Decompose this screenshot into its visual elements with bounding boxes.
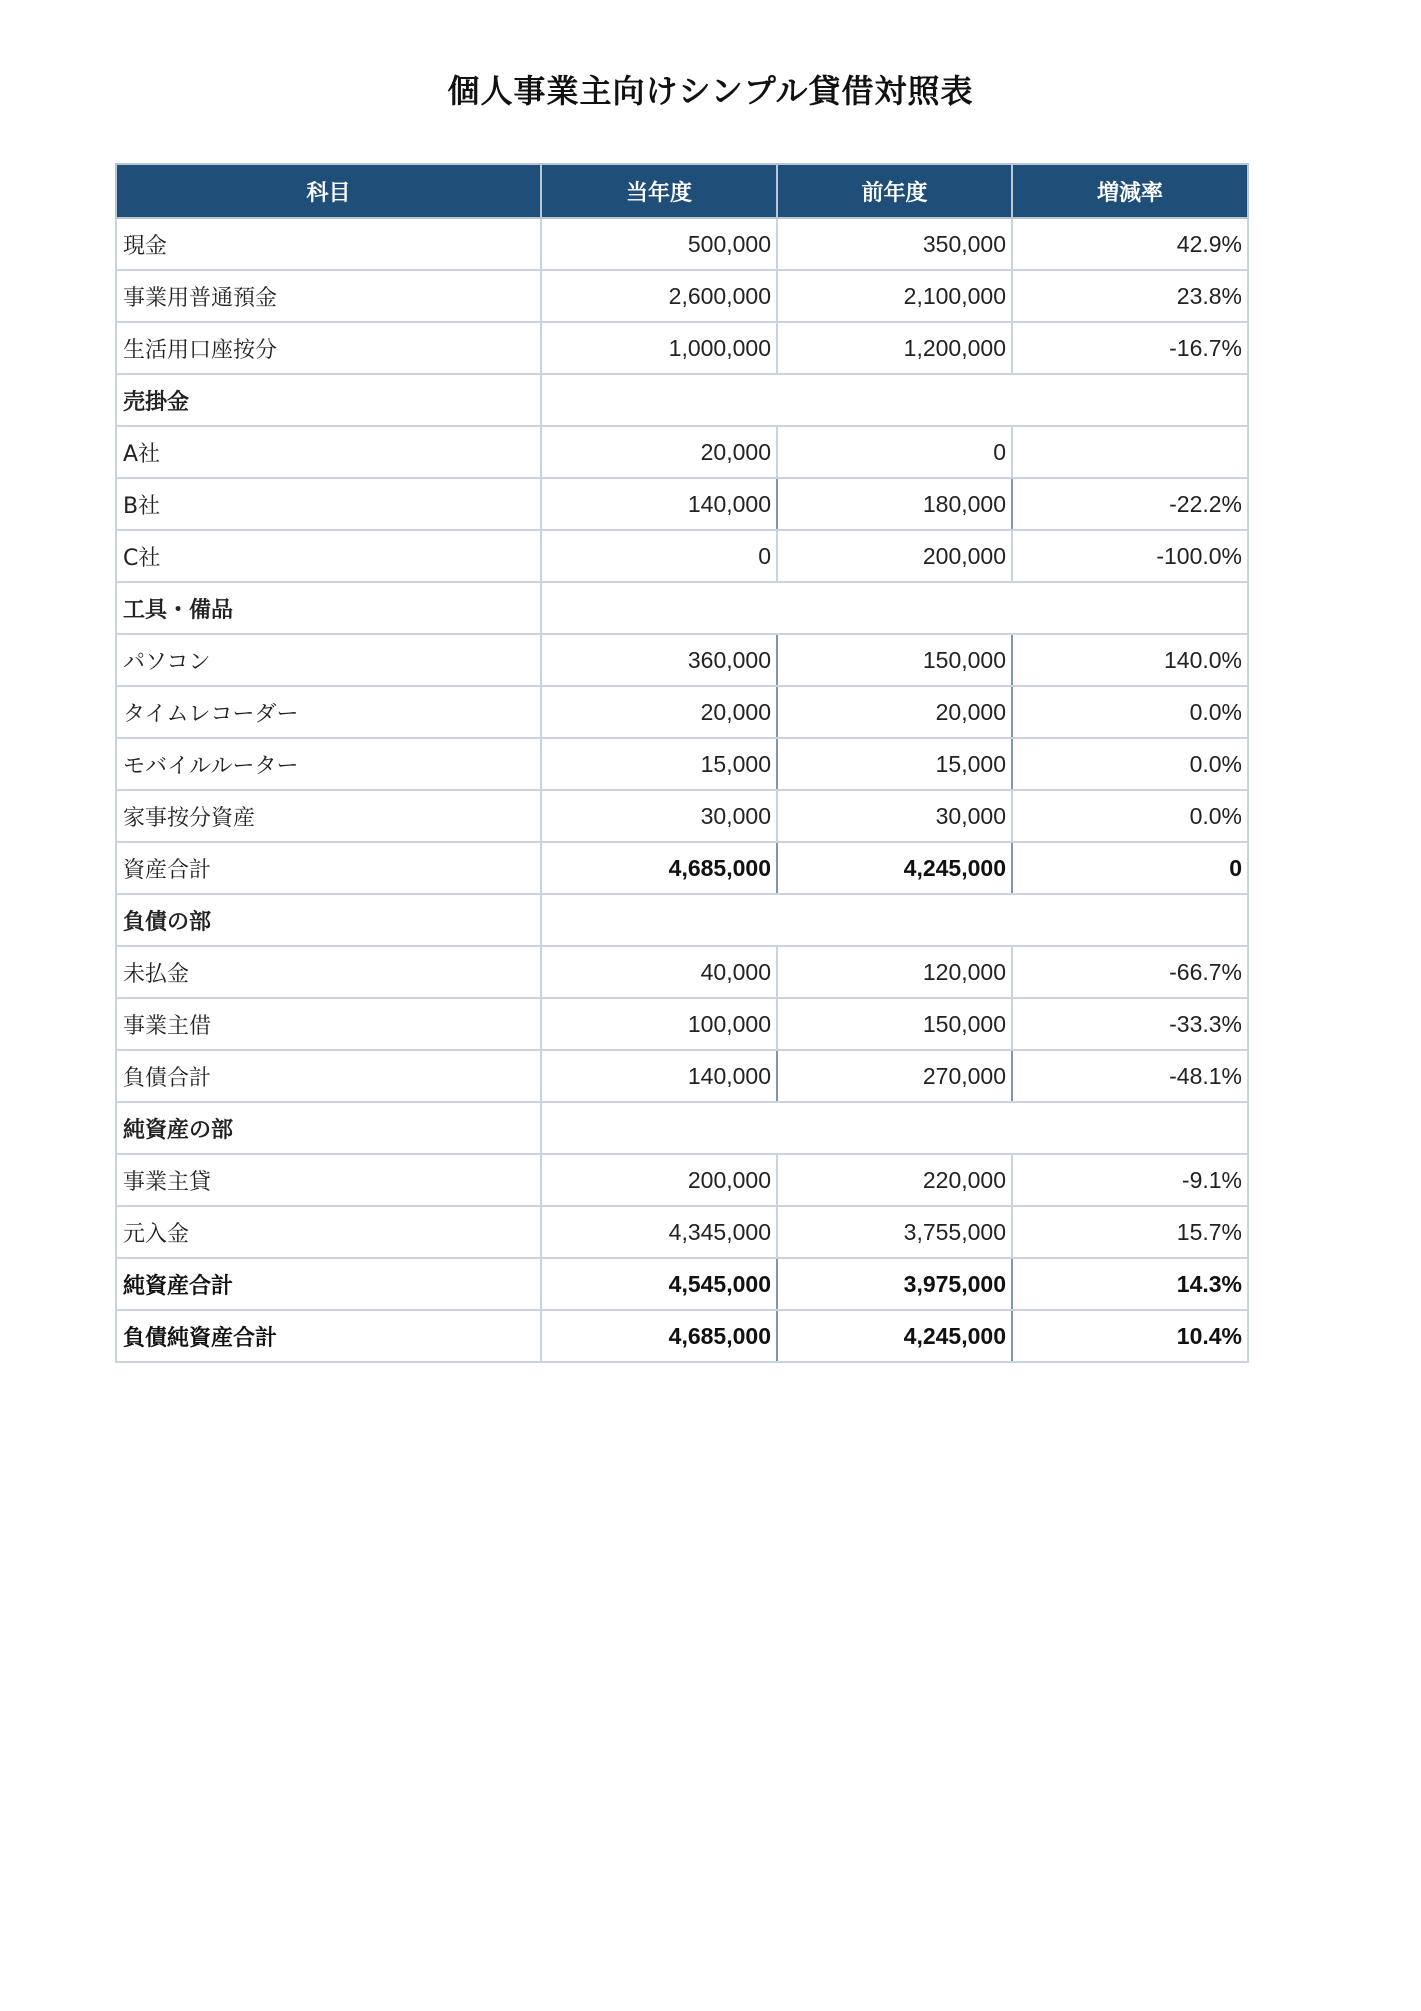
- change-rate-value: -66.7%: [1012, 946, 1248, 998]
- current-year-value: 360,000: [541, 634, 777, 686]
- previous-year-value: 220,000: [777, 1154, 1012, 1206]
- table-row: [116, 738, 1248, 790]
- change-rate-value: 15.7%: [1012, 1206, 1248, 1258]
- header-change-rate: 増減率: [1012, 164, 1248, 218]
- change-rate-value: -48.1%: [1012, 1050, 1248, 1102]
- previous-year-value: 150,000: [777, 998, 1012, 1050]
- current-year-value: 500,000: [541, 218, 777, 270]
- row-label: 事業用普通預金: [116, 270, 541, 322]
- table-row: [116, 946, 1248, 998]
- change-rate-value: -33.3%: [1012, 998, 1248, 1050]
- total-row: [116, 1258, 1248, 1310]
- section-label: 工具・備品: [116, 582, 541, 634]
- table-row: [116, 322, 1248, 374]
- previous-year-value: 1,200,000: [777, 322, 1012, 374]
- row-label: モバイルルーター: [116, 738, 541, 790]
- row-label: 資産合計: [116, 842, 541, 894]
- row-label: 家事按分資産: [116, 790, 541, 842]
- section-empty-cell: [541, 374, 1248, 426]
- row-label: 純資産合計: [116, 1258, 541, 1310]
- current-year-value: 20,000: [541, 426, 777, 478]
- current-year-value: 0: [541, 530, 777, 582]
- current-year-value: 4,685,000: [541, 842, 777, 894]
- header-previous-year: 前年度: [777, 164, 1012, 218]
- previous-year-value: 3,975,000: [777, 1258, 1012, 1310]
- change-rate-value: 42.9%: [1012, 218, 1248, 270]
- previous-year-value: 150,000: [777, 634, 1012, 686]
- change-rate-value: 10.4%: [1012, 1310, 1248, 1362]
- section-empty-cell: [541, 582, 1248, 634]
- table-row: [116, 478, 1248, 530]
- change-rate-value: 0: [1012, 842, 1248, 894]
- table-row: [116, 686, 1248, 738]
- previous-year-value: 20,000: [777, 686, 1012, 738]
- table-row: [116, 218, 1248, 270]
- table-row: [116, 998, 1248, 1050]
- previous-year-value: 3,755,000: [777, 1206, 1012, 1258]
- current-year-value: 100,000: [541, 998, 777, 1050]
- previous-year-value: 4,245,000: [777, 842, 1012, 894]
- previous-year-value: 180,000: [777, 478, 1012, 530]
- current-year-value: 140,000: [541, 478, 777, 530]
- section-label: 売掛金: [116, 374, 541, 426]
- total-row: [116, 842, 1248, 894]
- change-rate-value: 23.8%: [1012, 270, 1248, 322]
- table-row: [116, 1206, 1248, 1258]
- change-rate-value: -16.7%: [1012, 322, 1248, 374]
- change-rate-value: 0.0%: [1012, 738, 1248, 790]
- current-year-value: 4,545,000: [541, 1258, 777, 1310]
- previous-year-value: 30,000: [777, 790, 1012, 842]
- current-year-value: 20,000: [541, 686, 777, 738]
- row-label: B社: [116, 478, 541, 530]
- row-label: 元入金: [116, 1206, 541, 1258]
- row-label: 現金: [116, 218, 541, 270]
- previous-year-value: 270,000: [777, 1050, 1012, 1102]
- previous-year-value: 4,245,000: [777, 1310, 1012, 1362]
- header-subject: 科目: [116, 164, 541, 218]
- section-empty-cell: [541, 894, 1248, 946]
- change-rate-value: -9.1%: [1012, 1154, 1248, 1206]
- previous-year-value: 200,000: [777, 530, 1012, 582]
- table-row: [116, 790, 1248, 842]
- row-label: 未払金: [116, 946, 541, 998]
- current-year-value: 2,600,000: [541, 270, 777, 322]
- previous-year-value: 15,000: [777, 738, 1012, 790]
- section-row: [116, 894, 1248, 946]
- table-row: [116, 1154, 1248, 1206]
- current-year-value: 200,000: [541, 1154, 777, 1206]
- previous-year-value: 120,000: [777, 946, 1012, 998]
- current-year-value: 4,345,000: [541, 1206, 777, 1258]
- section-empty-cell: [541, 1102, 1248, 1154]
- change-rate-value: 0.0%: [1012, 686, 1248, 738]
- total-row: [116, 1050, 1248, 1102]
- row-label: C社: [116, 530, 541, 582]
- change-rate-value: [1012, 426, 1248, 478]
- previous-year-value: 0: [777, 426, 1012, 478]
- change-rate-value: 140.0%: [1012, 634, 1248, 686]
- table-row: [116, 530, 1248, 582]
- current-year-value: 30,000: [541, 790, 777, 842]
- current-year-value: 15,000: [541, 738, 777, 790]
- header-row: [116, 164, 1248, 218]
- section-row: [116, 582, 1248, 634]
- page-title: 個人事業主向けシンプル貸借対照表: [447, 72, 974, 110]
- balance-sheet-table: [115, 163, 1249, 1363]
- current-year-value: 40,000: [541, 946, 777, 998]
- change-rate-value: -22.2%: [1012, 478, 1248, 530]
- section-label: 負債の部: [116, 894, 541, 946]
- row-label: 事業主借: [116, 998, 541, 1050]
- table-row: [116, 426, 1248, 478]
- row-label: 事業主貸: [116, 1154, 541, 1206]
- row-label: A社: [116, 426, 541, 478]
- table-row: [116, 270, 1248, 322]
- change-rate-value: -100.0%: [1012, 530, 1248, 582]
- table-row: [116, 634, 1248, 686]
- change-rate-value: 0.0%: [1012, 790, 1248, 842]
- row-label: 生活用口座按分: [116, 322, 541, 374]
- row-label: 負債純資産合計: [116, 1310, 541, 1362]
- change-rate-value: 14.3%: [1012, 1258, 1248, 1310]
- header-current-year: 当年度: [541, 164, 777, 218]
- row-label: パソコン: [116, 634, 541, 686]
- section-label: 純資産の部: [116, 1102, 541, 1154]
- current-year-value: 4,685,000: [541, 1310, 777, 1362]
- row-label: 負債合計: [116, 1050, 541, 1102]
- previous-year-value: 2,100,000: [777, 270, 1012, 322]
- row-label: タイムレコーダー: [116, 686, 541, 738]
- section-row: [116, 1102, 1248, 1154]
- current-year-value: 1,000,000: [541, 322, 777, 374]
- current-year-value: 140,000: [541, 1050, 777, 1102]
- grand-total-row: [116, 1310, 1248, 1362]
- previous-year-value: 350,000: [777, 218, 1012, 270]
- section-row: [116, 374, 1248, 426]
